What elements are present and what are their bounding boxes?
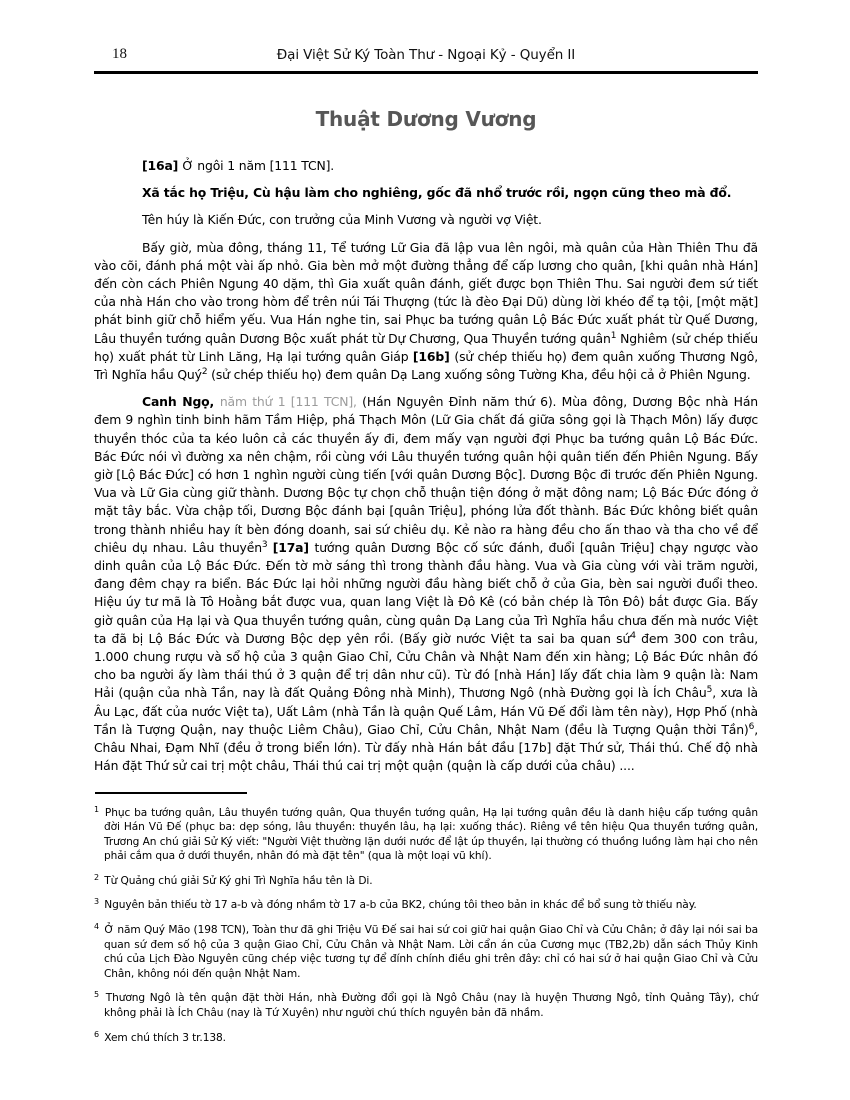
body-text-run: Tên húy là Kiến Đức, con trưởng của Minh Vương và người vợ Việt. (142, 212, 542, 228)
bold-text: [16a] (142, 158, 183, 173)
body-text-run: (sử chép thiếu họ) đem quân Dạ Lang xuống sông Tường Kha, đều hội cả ở Phiên Ngung. (207, 367, 751, 383)
paragraph-2 (94, 184, 758, 202)
footnote-1 (94, 806, 758, 864)
footnotes (94, 806, 758, 1046)
body-text-run: (Hán Nguyên Đỉnh năm thứ 6). Mùa đông, Dương Bộc nhà Hán đem 9 nghìn tinh binh hãm Tầm Hiệp, phá Thạch Môn (Lữ Gia chất đá giữa sông gọi là Thạch Môn) lấy được thuyền thóc của ta kéo luôn cả các thuyền ấy đi, đem mấy vạn người đợi Phục ba tướng quân Lộ Bác Đức. Bác Đức nói vì đường xa nên chậm, rồi cùng với Lâu thuyền tướng quân hội quân tiến đến Phiên Ngung. Bấy giờ [Lộ Bác Đức] có hơn 1 nghìn người cùng tiến [với quân Dương Bộc]. Dương Bộc đi trước đến Phiên Ngung. Vua và Lữ Gia cùng giữ thành. Dương Bộc tự chọn chỗ thuận tiện đóng ở mặt đông nam; Lộ Bác Đức đóng ở mặt tây bắc. Vừa chập tối, Dương Bộc đánh bại [quân Triệu], phóng lửa đốt thành. Bác Đức không biết quân trong thành nhiều hay ít bèn đóng doanh, sai sứ chiêu dụ. Kẻ nào ra hàng đều cho ấn thao và tha cho về để chiêu dụ nhau. Lâu thuyền (94, 394, 758, 555)
footnote-number: 5 (94, 990, 99, 1000)
body-text (94, 157, 758, 776)
page-number: 18 (112, 46, 127, 62)
footnote-number: 3 (94, 897, 99, 907)
footnote-text: Thương Ngô là tên quận đặt thời Hán, nhà Đường đổi gọi là Ngô Châu (nay là huyện Thương Ngô, tỉnh Quảng Tây), chứ không phải là Ích Châu (nay là Tứ Xuyên) như người chú thích nguyên bản đã nhầm. (101, 992, 758, 1020)
bold-text: [16b] (412, 348, 455, 364)
body-text-run: (sử chép thiếu họ) đem quân xuống Thương Ngô, Trì Nghĩa hầu Quý (94, 348, 759, 383)
footnote-6 (94, 1031, 758, 1046)
footnote-number: 4 (94, 922, 99, 932)
header-rule (94, 71, 758, 74)
footnote-reference: 4 (630, 630, 636, 641)
bold-text: Canh Ngọ, (142, 394, 220, 410)
chapter-title: Thuật Dương Vương (315, 107, 537, 131)
body-text-run: Ở ngôi 1 năm [111 TCN]. (182, 158, 335, 173)
footnote-separator-rule (95, 792, 247, 794)
footnote-text: Xem chú thích 3 tr.138. (101, 1031, 226, 1044)
footnote-2 (94, 874, 758, 889)
body-text-run: đem 300 con trâu, 1.000 chung rượu và sổ hộ của 3 quận Giao Chỉ, Cửu Chân và Nhật Nam đến xin hàng; Lộ Bác Đức nhân đó cho ba người ấy làm thái thú ở 3 quận để trị dân như cũ). Từ đó [nhà Hán] lấy đất chia làm 9 quận là: Nam Hải (quận của nhà Tần, nay là đất Quảng Đông nhà Minh), Thương Ngô (nhà Đường gọi là Ích Châu (94, 630, 758, 701)
year-note-text: năm thứ 1 [111 TCN], (219, 394, 363, 410)
paragraph-5 (94, 393, 758, 775)
footnote-reference: 6 (748, 721, 755, 732)
paragraph-3 (94, 211, 758, 229)
footnote-3 (94, 898, 758, 913)
footnote-reference: 5 (706, 685, 713, 696)
paragraph-1 (94, 157, 758, 175)
footnote-number: 2 (94, 872, 99, 882)
footnote-text: Ở năm Quý Mão (198 TCN), Toàn thư đã ghi Triệu Vũ Đế sai hai sứ coi giữ hai quận Giao Chỉ và Cửu Chân; ở đây lại nói sai ba quan sứ đem số hộ của 3 quận Giao Chỉ, Cửu Chân và Nhật Nam. Lời cẩn án của Cương mục (TB2,2b) dẫn sách Thủy Kinh chú của Lịch Đào Nguyên cũng chép việc tương tự để đính chính điều ghi trên đây: chỉ có hai sứ ở hai quận Giao Chỉ và Cửu Chân, không nói đến quận Nhật Nam. (101, 924, 758, 980)
body-text-run: , Châu Nhai, Đạm Nhĩ (đều ở trong biển lớn). Từ đấy nhà Hán bắt đầu [17b] đặt Thứ sử, Thái thú. Chế độ nhà Hán đặt Thứ sử cai trị một châu, Thái thú cai trị một quận (quận là cấp dưới của châu) .... (94, 721, 758, 774)
body-text-run: Bấy giờ, mùa đông, tháng 11, Tể tướng Lữ Gia đã lập vua lên ngôi, mà quân của Hàn Thiên Thu đã vào cõi, đánh phá một vài ấp nhỏ. Gia bèn mở một đường thẳng để cấp lương cho quân, [khi quân nhà Hán] đến còn cách Phiên Ngung 40 dặm, thì Gia xuất quân đánh, giết được bọn Thiên Thu. Sai người đem sứ tiết của nhà Hán cho vào trong hòm để trên núi Tái Thượng (tức là đèo Đại Dũ) dùng lời khéo để tạ tội, [một mặt] phát binh giữ chỗ hiểm yếu. Vua Hán nghe tin, sai Phục ba tướng quân Lộ Bác Đức xuất phát từ Quế Dương, Lâu thuyền tướng quân Dương Bộc xuất phát từ Dự Chương, Qua Thuyền tướng quân (94, 239, 758, 346)
body-text-run: Nghiêm (sử chép thiếu họ) xuất phát từ Linh Lăng, Hạ lại tướng quân Giáp (94, 330, 758, 364)
footnote-5 (94, 991, 758, 1020)
page-header (94, 44, 758, 68)
footnote-text: Nguyên bản thiếu tờ 17 a-b và đóng nhầm tờ 17 a-b của BK2, chúng tôi theo bản in khác để bổ sung tờ thiếu này. (101, 899, 697, 912)
paragraph-4 (94, 239, 758, 385)
bold-text: [17a] (272, 539, 315, 555)
footnote-reference: 1 (610, 330, 617, 341)
footnote-reference: 3 (261, 539, 268, 550)
body-text-run: , xưa là Âu Lạc, đất của nước Việt ta), Uất Lâm (nhà Tần là quận Quế Lâm, Hán Vũ Đế đổi làm tên này), Hợp Phố (nhà Tần là Tượng Quận, nay thuộc Liêm Châu), Giao Chỉ, Cửu Chân, Nhật Nam (đều là Tượng Quận thời Tần) (94, 685, 758, 737)
footnote-number: 6 (94, 1029, 99, 1039)
footnote-reference: 2 (201, 367, 208, 378)
running-header-title: Đại Việt Sử Ký Toàn Thư - Ngoại Kỷ - Quyển II (276, 47, 576, 63)
footnote-4 (94, 923, 758, 981)
footnote-text: Từ Quảng chú giải Sử Ký ghi Trì Nghĩa hầu tên là Di. (101, 874, 373, 887)
footnote-text: Phục ba tướng quân, Lâu thuyền tướng quân, Qua thuyền tướng quân, Hạ lại tướng quân đều là danh hiệu cấp tướng quân đời Hán Vũ Đế (phục ba: dẹp sóng, lâu thuyền: thuyền lâu, hạ lại: xuống thác). Riêng về tên hiệu Qua thuyền tướng quân, Trương An chú giải Sử Ký viết: "Người Việt thường lặn dưới nước để lật úp thuyền, lại thường có thuồng luồng làm hại cho nên phải cắm qua ở dưới thuyền, nhân đó mà đặt tên" (qua là một loại vũ khí). (101, 806, 758, 863)
bold-text: Xã tắc họ Triệu, Cù hậu làm cho nghiêng, gốc đã nhổ trước rồi, ngọn cũng theo mà đổ. (142, 185, 732, 201)
body-text-run: tướng quân Dương Bộc cố sức đánh, đuổi [quân Triệu] chạy ngược vào dinh quân của Lộ Bác Đức. Đến tờ mờ sáng thì trong thành đầu hàng. Vua và Gia cùng với vài trăm người, đang đêm chạy ra biển. Bác Đức lại hỏi những người đầu hàng biết chỗ ở của Gia, bèn sai người đuổi theo. Hiệu úy tư mã là Tô Hoằng bắt được vua, quan lang Việt là Đô Kê (có bản chép là Tôn Đô) bắt được Gia. Bấy giờ quân của Hạ lại và Qua thuyền tướng quân, cùng quân Dạ Lang của Trì Nghĩa hầu chưa đến mà nước Việt ta đã bị Lộ Bác Đức và Dương Bộc dẹp yên rồi. (Bấy giờ nước Việt ta sai ba quan sứ (94, 539, 758, 646)
footnote-number: 1 (94, 804, 99, 814)
